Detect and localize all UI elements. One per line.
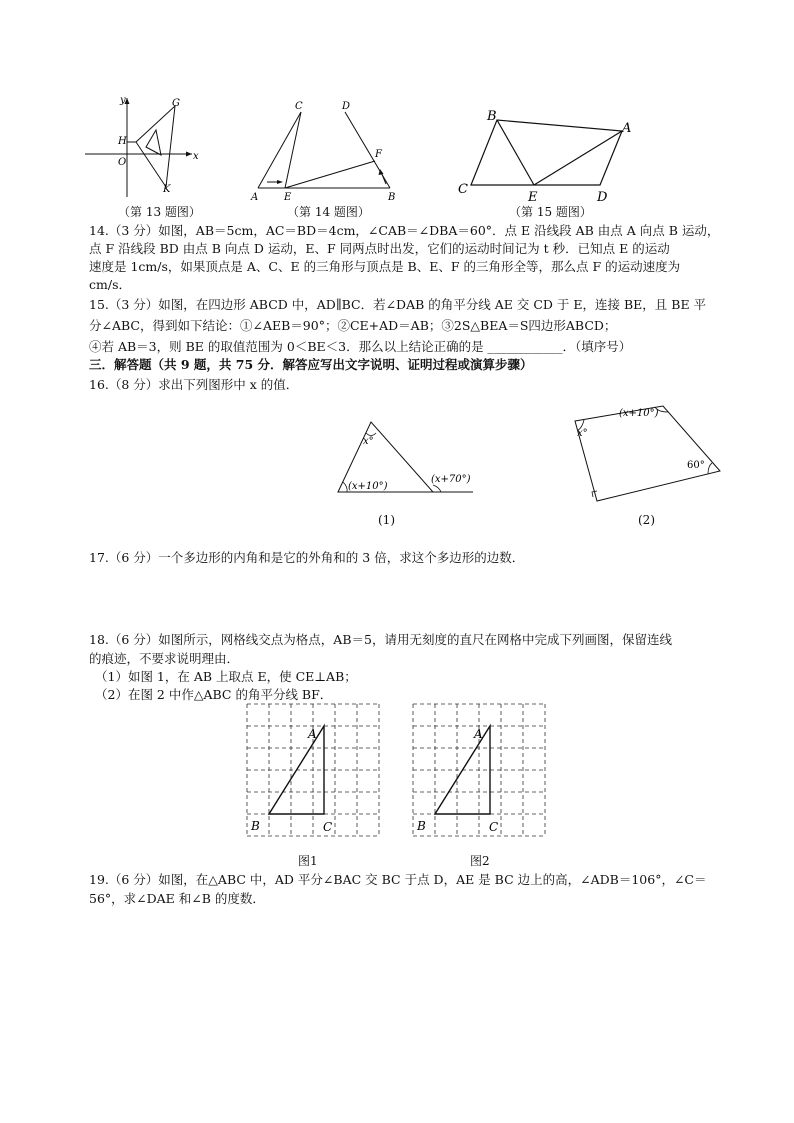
label-A: A — [622, 121, 632, 136]
q16-figure-2 — [565, 398, 730, 508]
q15-line3: ④若 AB＝3，则 BE 的取值范围为 0＜BE＜3．那么以上结论正确的是 ____________．（填序号） — [89, 339, 632, 354]
q18-line3: （1）如图 1，在 AB 上取点 E，使 CE⊥AB； — [95, 669, 357, 684]
q18-line2: 的痕迹，不要求说明理由． — [89, 651, 240, 666]
label-E: E — [284, 192, 292, 203]
label-D: D — [597, 190, 608, 204]
label-D: D — [342, 101, 351, 112]
label-B: B — [417, 819, 426, 833]
q18-line1: 18.（6 分）如图所示，网格线交点为格点，AB＝5，请用无刻度的直尺在网格中完成下列画图，保留连线 — [89, 632, 672, 647]
q16-text: 16.（8 分）求出下列图形中 x 的值． — [89, 377, 299, 392]
label-O: O — [118, 157, 127, 168]
label-y: y — [120, 95, 126, 106]
figure-13 — [82, 92, 212, 204]
label-F: F — [375, 149, 382, 160]
q15-line1: 15.（3 分）如图，在四边形 ABCD 中，AD∥BC．若∠DAB 的角平分线 AE 交 CD 于 E，连接 BE，且 BE 平 — [89, 297, 707, 312]
label-B: B — [487, 109, 497, 124]
label-E: E — [528, 190, 538, 204]
label-H: H — [118, 136, 127, 147]
q17-text: 17.（6 分）一个多边形的内角和是它的外角和的 3 倍，求这个多边形的边数． — [89, 550, 525, 565]
label-A: A — [308, 727, 317, 741]
q18-line4: （2）在图 2 中作△ABC 的角平分线 BF． — [95, 687, 333, 702]
angle-x: x° — [577, 428, 588, 439]
label-A: A — [474, 727, 483, 741]
label-C: C — [295, 101, 303, 112]
figure-14 — [245, 96, 405, 206]
q16-figure-2-caption: (2) — [638, 513, 655, 527]
q19-line2: 56°，求∠DAE 和∠B 的度数． — [89, 891, 265, 906]
figure-14-caption: （第 14 题图） — [287, 205, 370, 219]
label-x: x — [193, 151, 199, 162]
angle-x: x° — [363, 436, 374, 447]
label-B: B — [251, 819, 260, 833]
q14-line4: cm/s． — [89, 277, 131, 292]
q14-line1: 14.（3 分）如图，AB＝5cm，AC＝BD＝4cm，∠CAB＝∠DBA＝60°．点 E 沿线段 AB 由点 A 向点 B 运动， — [89, 223, 720, 238]
q14-line3: 速度是 1cm/s，如果顶点是 A、C、E 的三角形与顶点是 B、E、F 的三角形全等，那么点 F 的运动速度为 — [89, 259, 681, 274]
q16-figure-1 — [333, 412, 478, 504]
q18-grid-1 — [245, 702, 385, 842]
q14-line2: 点 F 沿线段 BD 由点 B 向点 D 运动，E、F 同两点时出发，它们的运动时间记为 t 秒．已知点 E 的运动 — [89, 241, 670, 256]
label-C: C — [489, 820, 499, 834]
figure-15-caption: （第 15 题图） — [509, 205, 592, 219]
label-A: A — [251, 192, 259, 203]
figure-13-caption: （第 13 题图） — [118, 205, 201, 219]
label-G: G — [172, 98, 180, 109]
q18-grid-1-caption: 图1 — [298, 854, 318, 868]
section-3-heading: 三．解答题（共 9 题，共 75 分．解答应写出文字说明、证明过程或演算步骤） — [89, 357, 533, 372]
angle-60: 60° — [687, 460, 705, 471]
angle-x-plus-70: (x+70°) — [431, 474, 471, 485]
label-B: B — [388, 192, 396, 203]
q15-line2: 分∠ABC，得到如下结论：①∠AEB＝90°；②CE+AD＝AB；③2S△BEA＝S四边形ABCD； — [89, 318, 617, 333]
q18-grid-2-caption: 图2 — [470, 854, 490, 868]
label-C: C — [323, 820, 333, 834]
label-K: K — [163, 184, 171, 195]
label-C: C — [458, 182, 468, 197]
q19-line1: 19.（6 分）如图，在△ABC 中，AD 平分∠BAC 交 BC 于点 D，AE 是 BC 边上的高，∠ADB＝106°，∠C＝ — [89, 872, 707, 887]
angle-x-plus-10: (x+10°) — [348, 481, 388, 492]
angle-x-plus-10: (x+10°) — [619, 408, 659, 419]
figure-15 — [450, 102, 650, 204]
q18-grid-2 — [411, 702, 551, 842]
q16-figure-1-caption: (1) — [378, 513, 395, 527]
